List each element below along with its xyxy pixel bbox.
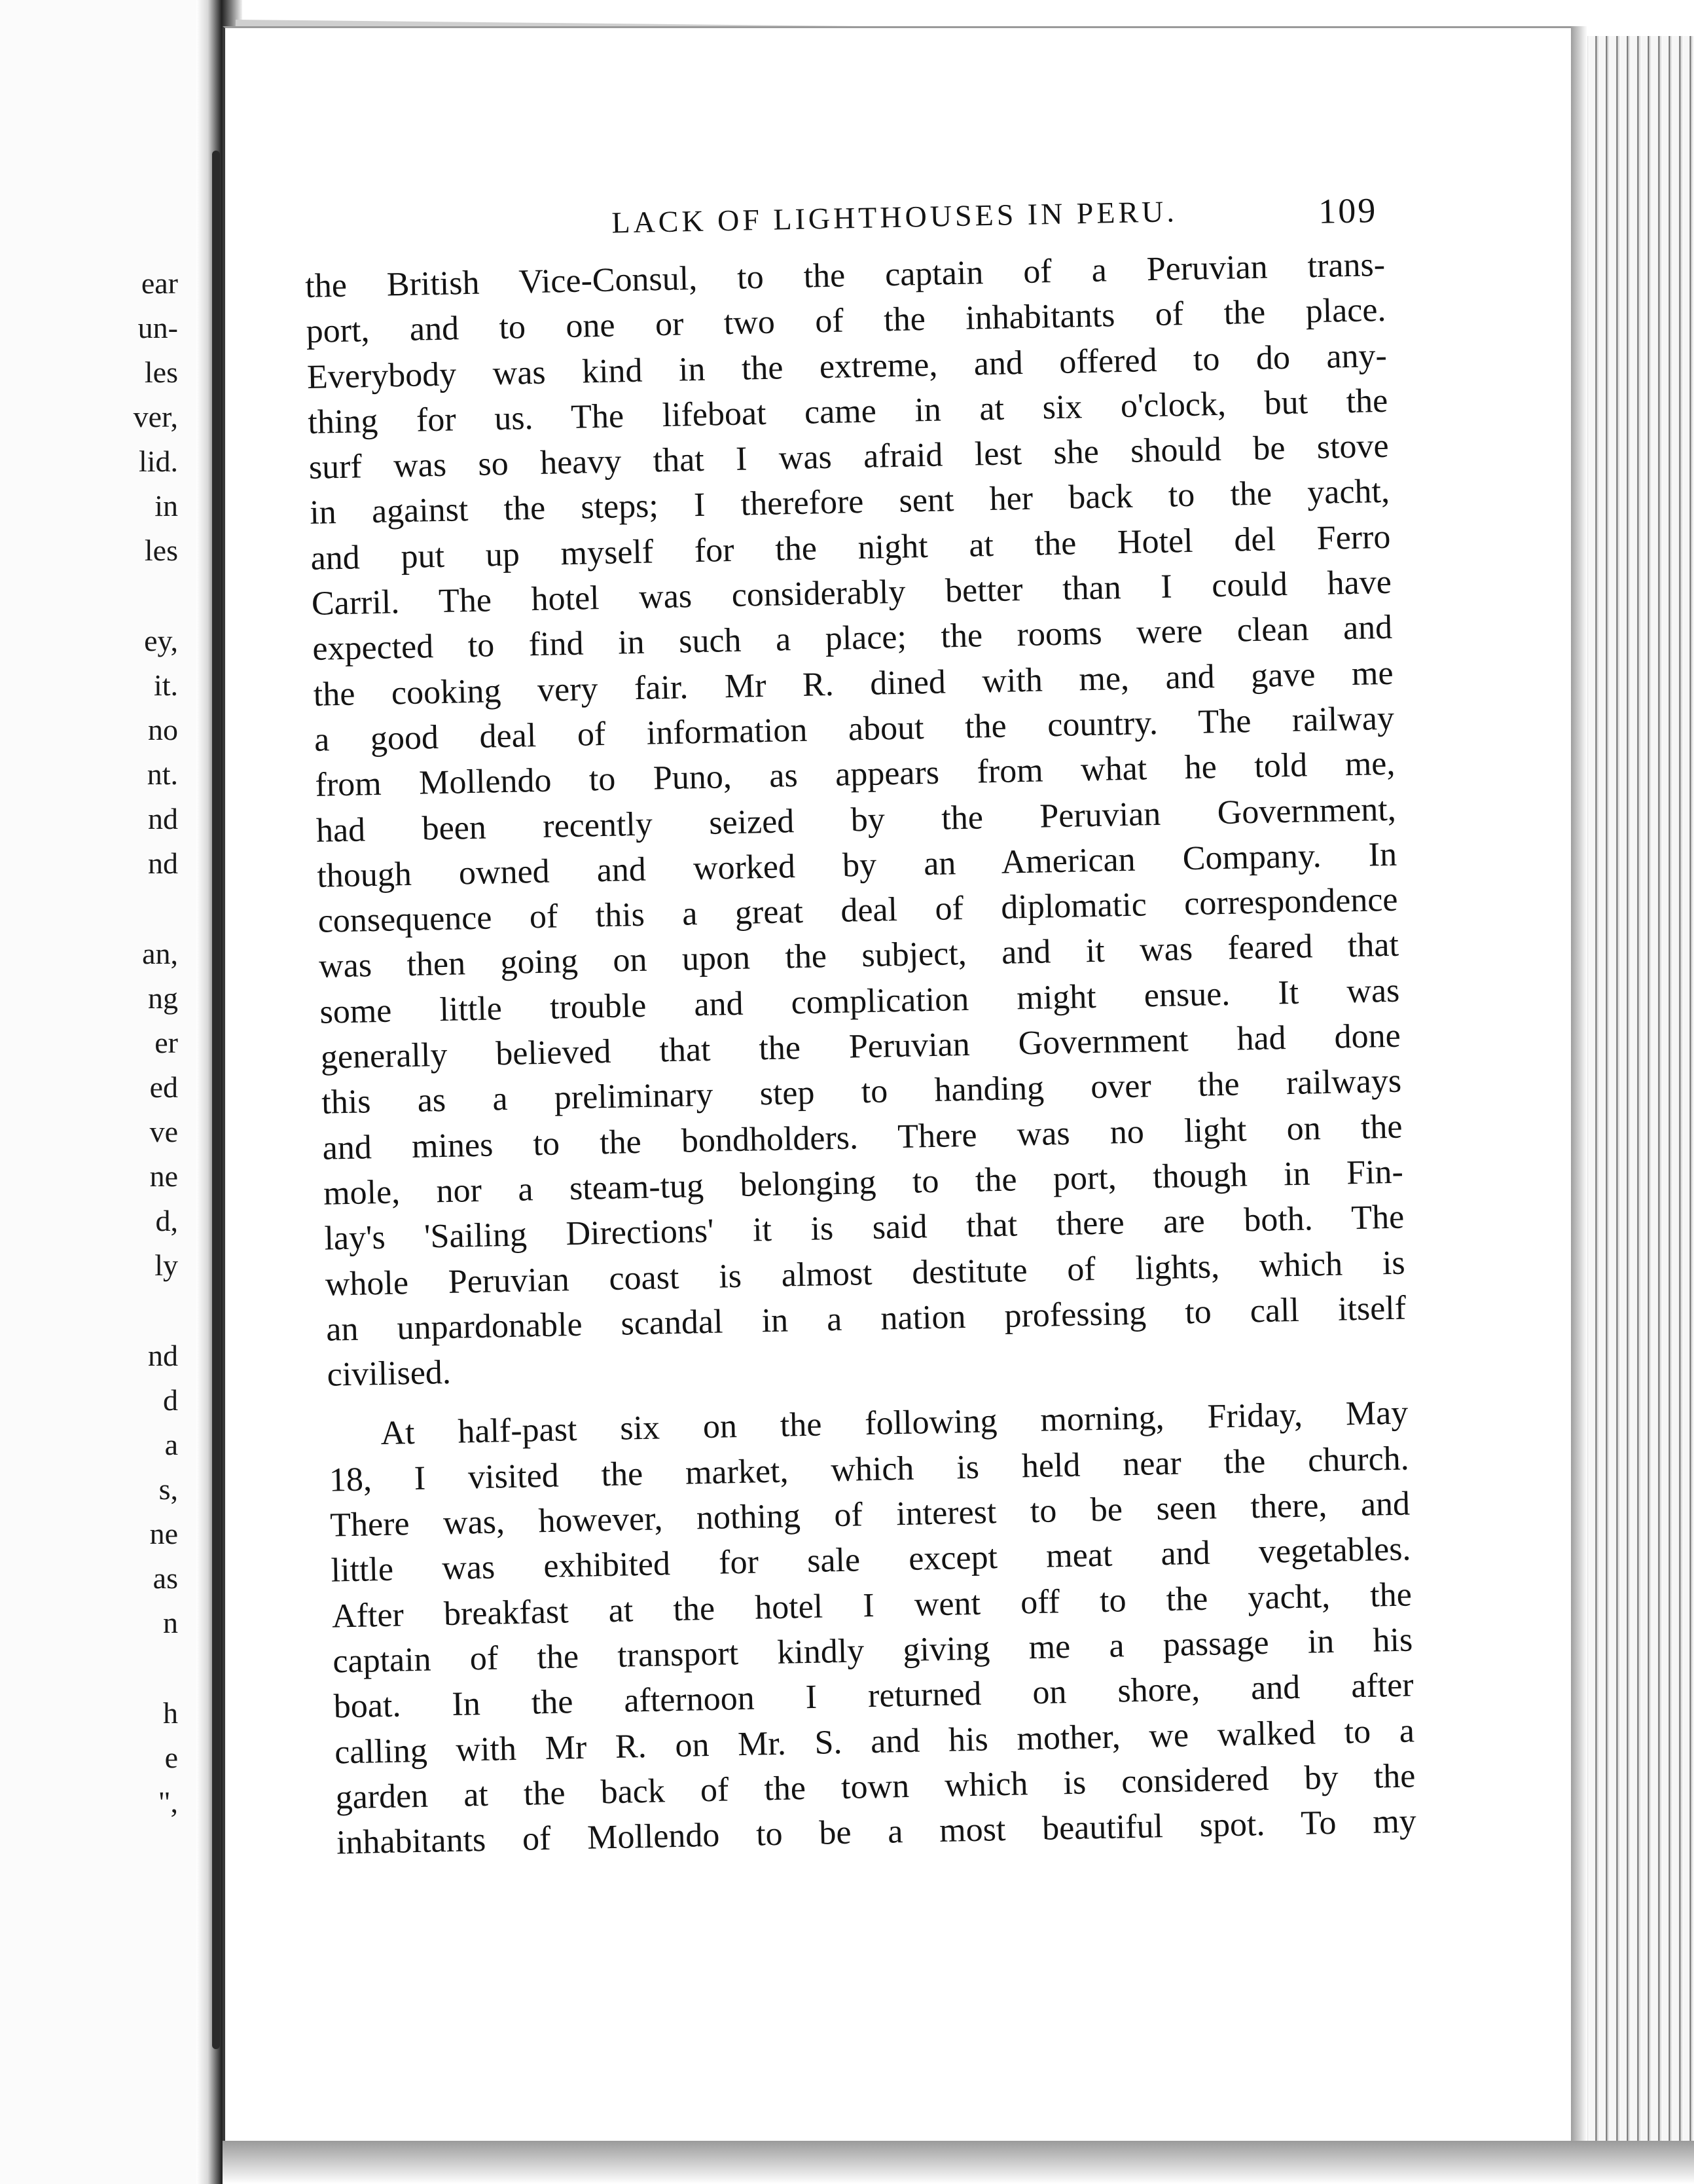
facing-line-fragment: ng xyxy=(148,981,178,1015)
facing-line-fragment: ly xyxy=(154,1248,178,1282)
facing-line-fragment: ne xyxy=(149,1517,178,1550)
text-line: though owned and worked by an American Company. In xyxy=(316,835,1397,895)
facing-line-fragment: s, xyxy=(158,1472,178,1506)
facing-line-fragment: ear xyxy=(141,266,178,300)
facing-line-fragment: un- xyxy=(137,311,178,344)
facing-line-fragment: ed xyxy=(149,1070,178,1104)
text-line: thing for us. The lifeboat came in at six o'clock, but the xyxy=(307,382,1388,441)
text-line: the cooking very fair. Mr R. dined with me, and gave me xyxy=(313,654,1394,714)
facing-line-fragment: an, xyxy=(142,937,178,970)
text-line: 18, I visited the market, which is held near the church. xyxy=(329,1440,1410,1499)
text-line: Everybody was kind in the extreme, and offered to do any- xyxy=(306,337,1388,396)
text-line: boat. In the afternoon I returned on shore, and after xyxy=(333,1666,1415,1726)
text-line: calling with Mr R. on Mr. S. and his mother, we walked to a xyxy=(334,1711,1415,1772)
facing-line-fragment: as xyxy=(153,1561,178,1595)
text-line: little was exhibited for sale except meat and vegetables. xyxy=(331,1530,1411,1590)
text-line: inhabitants of Mollendo to be a most beautiful spot. To my xyxy=(336,1802,1417,1862)
facing-line-fragment: no xyxy=(148,713,178,746)
gutter-binding xyxy=(212,151,220,2049)
facing-line-fragment: ve xyxy=(149,1115,178,1148)
text-line: had been recently seized by the Peruvian Government, xyxy=(315,790,1397,850)
facing-line-fragment: nd xyxy=(148,802,178,835)
paragraph xyxy=(305,242,1407,1398)
text-line: some little trouble and complication might ensue. It was xyxy=(319,972,1400,1031)
facing-line-fragment: nt. xyxy=(147,757,178,791)
facing-line-fragment: les xyxy=(144,355,178,389)
facing-line-fragment: nd xyxy=(148,1339,178,1372)
text-line: garden at the back of the town which is considered by the xyxy=(335,1757,1416,1817)
facing-line-fragment: ", xyxy=(158,1785,178,1819)
text-line: mole, nor a steam-tug belonging to the port, though in Fin- xyxy=(323,1153,1404,1212)
text-line: in against the steps; I therefore sent her back to the yacht, xyxy=(309,473,1390,532)
facing-line-fragment: nd xyxy=(148,846,178,880)
facing-line-fragment: er xyxy=(154,1026,178,1059)
facing-line-fragment: ey, xyxy=(144,624,178,657)
facing-line-fragment: in xyxy=(154,489,178,522)
text-line: After breakfast at the hotel I went off to the yacht, the xyxy=(331,1576,1413,1635)
text-line: from Mollendo to Puno, as appears from what he told me, xyxy=(315,744,1396,805)
page-number: 109 xyxy=(1318,191,1378,231)
facing-line-fragment: n xyxy=(163,1606,178,1639)
text-line: this as a preliminary step to handing over the railways xyxy=(321,1062,1402,1122)
text-line: consequence of this a great deal of diplomatic correspondence xyxy=(317,881,1399,940)
facing-line-fragment: it. xyxy=(153,668,178,702)
facing-line-fragment: ver, xyxy=(133,400,178,433)
text-line: surf was so heavy that I was afraid lest she should be stove xyxy=(308,427,1390,487)
page-text-block xyxy=(304,190,1416,1866)
facing-line-fragment: les xyxy=(144,534,178,567)
text-line: and mines to the bondholders. There was no light on the xyxy=(322,1108,1403,1167)
facing-line-fragment: e xyxy=(164,1741,178,1774)
book-page xyxy=(223,26,1571,2147)
text-line: captain of the transport kindly giving me a passage in his xyxy=(332,1621,1413,1681)
facing-line-fragment: a xyxy=(164,1428,178,1461)
running-head-title: LACK OF LIGHTHOUSES IN PERU. xyxy=(611,194,1178,240)
facing-page xyxy=(0,0,216,2184)
text-line: civilised. xyxy=(327,1353,452,1394)
facing-line-fragment: h xyxy=(163,1696,178,1730)
text-line: whole Peruvian coast is almost destitute of lights, which is xyxy=(325,1244,1406,1303)
text-line: generally believed that the Peruvian Government had done xyxy=(320,1017,1401,1076)
facing-line-fragment: ne xyxy=(149,1159,178,1193)
text-line: the British Vice-Consul, to the captain of a Peruvian trans- xyxy=(304,246,1386,305)
text-line: and put up myself for the night at the Hotel del Ferro xyxy=(310,518,1391,577)
text-line: lay's 'Sailing Directions' it is said that there are both. The xyxy=(323,1198,1405,1258)
text-line: an unpardonable scandal in a nation professing to call itself xyxy=(325,1289,1407,1349)
page-bottom-shadow xyxy=(223,2141,1694,2184)
paragraph xyxy=(328,1391,1417,1866)
text-line: port, and to one or two of the inhabitants of the place. xyxy=(306,291,1386,351)
text-line: Carril. The hotel was considerably better than I could have xyxy=(311,563,1392,623)
facing-line-fragment: lid. xyxy=(138,445,178,478)
text-line: There was, however, nothing of interest to be seen there, and xyxy=(329,1485,1411,1544)
text-line: At half-past six on the following morning, Friday, May xyxy=(380,1394,1409,1453)
facing-line-fragment: d xyxy=(163,1383,178,1417)
text-line: expected to find in such a place; the rooms were clean and xyxy=(312,609,1393,668)
facing-line-fragment: d, xyxy=(155,1204,178,1237)
text-line: was then going on upon the subject, and it was feared that xyxy=(318,926,1399,986)
text-line: a good deal of information about the country. The railway xyxy=(314,699,1395,759)
